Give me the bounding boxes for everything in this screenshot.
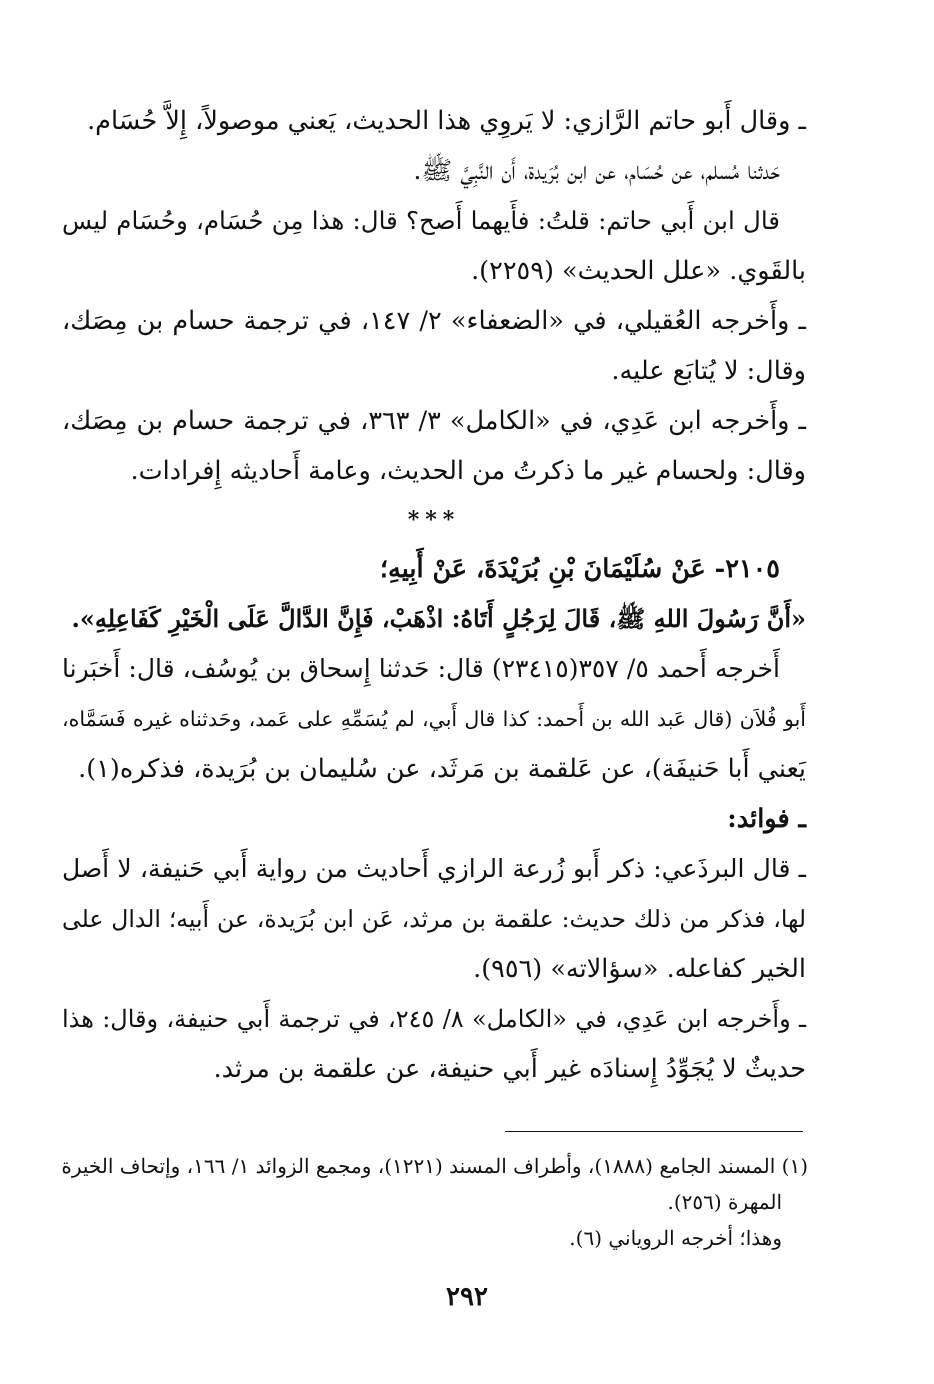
footnote-line: المهرة (٢٥٦). [667, 1190, 782, 1214]
text-line: لها، فذكر من ذلك حديث: علقمة بن مرثد، عَن ابن بُرَيدة، عن أَبيه؛ الدال على [62, 905, 806, 933]
footnote-divider [505, 1131, 803, 1132]
text-line: ـ وأَخرجه ابن عَدِي، في «الكامل» ٣/ ٣٦٣، في ترجمة حسام بن مِصَك، [62, 406, 807, 436]
section-separator: *** [407, 507, 461, 533]
text-line: أَخرجه أَحمد ٥/ ٣٥٧(٢٣٤١٥) قال: حَدثنا إِسحاق بن يُوسُف، قال: أَخبَرنا [62, 654, 780, 683]
text-line: ـ وقال أَبو حاتم الرَّازي: لا يَروِي هذا الحديث، يَعني موصولاً، إِلاَّ حُسَام. [87, 106, 806, 136]
main-text [62, 96, 806, 1094]
text-line: قال ابن أَبي حاتم: قلتُ: فأَيهما أَصح؟ قال: هذا مِن حُسَام، وحُسَام ليس [62, 206, 780, 235]
hadith-heading [62, 544, 806, 594]
text-line: أَبو فُلاَن (قال عَبد الله بن أَحمد: كذا قال أَبي، لم يُسَمِّهِ على عَمد، وحَدثناه غيره فَسَمَّاه، [62, 707, 806, 731]
text-line: حَدثنا مُسلم، عن حُسَام، عن ابن بُرَيدة، أَن النَّبِيَّ ﷺ. [413, 156, 780, 186]
text-line: ـ قال البرذَعي: ذكر أَبو زُرعة الرازي أَحاديث من رواية أَبي حَنيفة، لا أَصل [62, 854, 806, 883]
hadith-text: «أَنَّ رَسُولَ اللهِ ﷺ، قَالَ لِرَجُلٍ أَتَاهُ: اذْهَبْ، فَإِنَّ الدَّالَّ عَلَى الْخَيْرِ كَفَاعِلِهِ». [71, 604, 806, 633]
footnote-line: وهذا؛ أخرجه الروياني (٦). [569, 1226, 782, 1250]
text-line: بالقَوي. «علل الحديث» (٢٢٥٩). [471, 256, 806, 286]
text-line: حديثٌ لا يُجَوِّدُ إِسنادَه غير أَبي حنيفة، عن علقمة بن مرثد. [213, 1054, 806, 1084]
hadith-chain: عَنْ سُلَيْمَانَ بْنِ بُرَيْدَةَ، عَنْ أَبِيهِ؛ [379, 554, 706, 584]
text-line: ـ وأَخرجه ابن عَدِي، في «الكامل» ٨/ ٢٤٥، في ترجمة أَبي حنيفة، وقال: هذا [62, 1005, 807, 1033]
hadith-number: ٢١٠٥- [714, 554, 780, 584]
page-number: ٢٩٢ [446, 1282, 488, 1312]
footnote-line: (١) المسند الجامع (١٨٨٨)، وأطراف المسند (١٢٢١)، ومجمع الزوائد ١/ ١٦٦، وإتحاف الخيرة [61, 1154, 808, 1178]
text-line: وقال: ولحسام غير ما ذكرتُ من الحديث، وعامة أَحاديثه إِفرادات. [130, 456, 806, 486]
text-line: يَعني أَبا حَنيفَة)، عن عَلقمة بن مَرثَد، عن سُليمان بن بُرَيدة، فذكره(١). [78, 754, 806, 784]
text-line: ـ وأَخرجه العُقيلي، في «الضعفاء» ٢/ ١٤٧، في ترجمة حسام بن مِصَك، [62, 306, 807, 336]
text-line: وقال: لا يُتابَع عليه. [611, 356, 806, 386]
footnotes [62, 1148, 808, 1256]
benefits-heading: ـ فوائد: [727, 804, 806, 834]
text-line: الخير كفاعله. «سؤالاته» (٩٥٦). [473, 954, 806, 984]
